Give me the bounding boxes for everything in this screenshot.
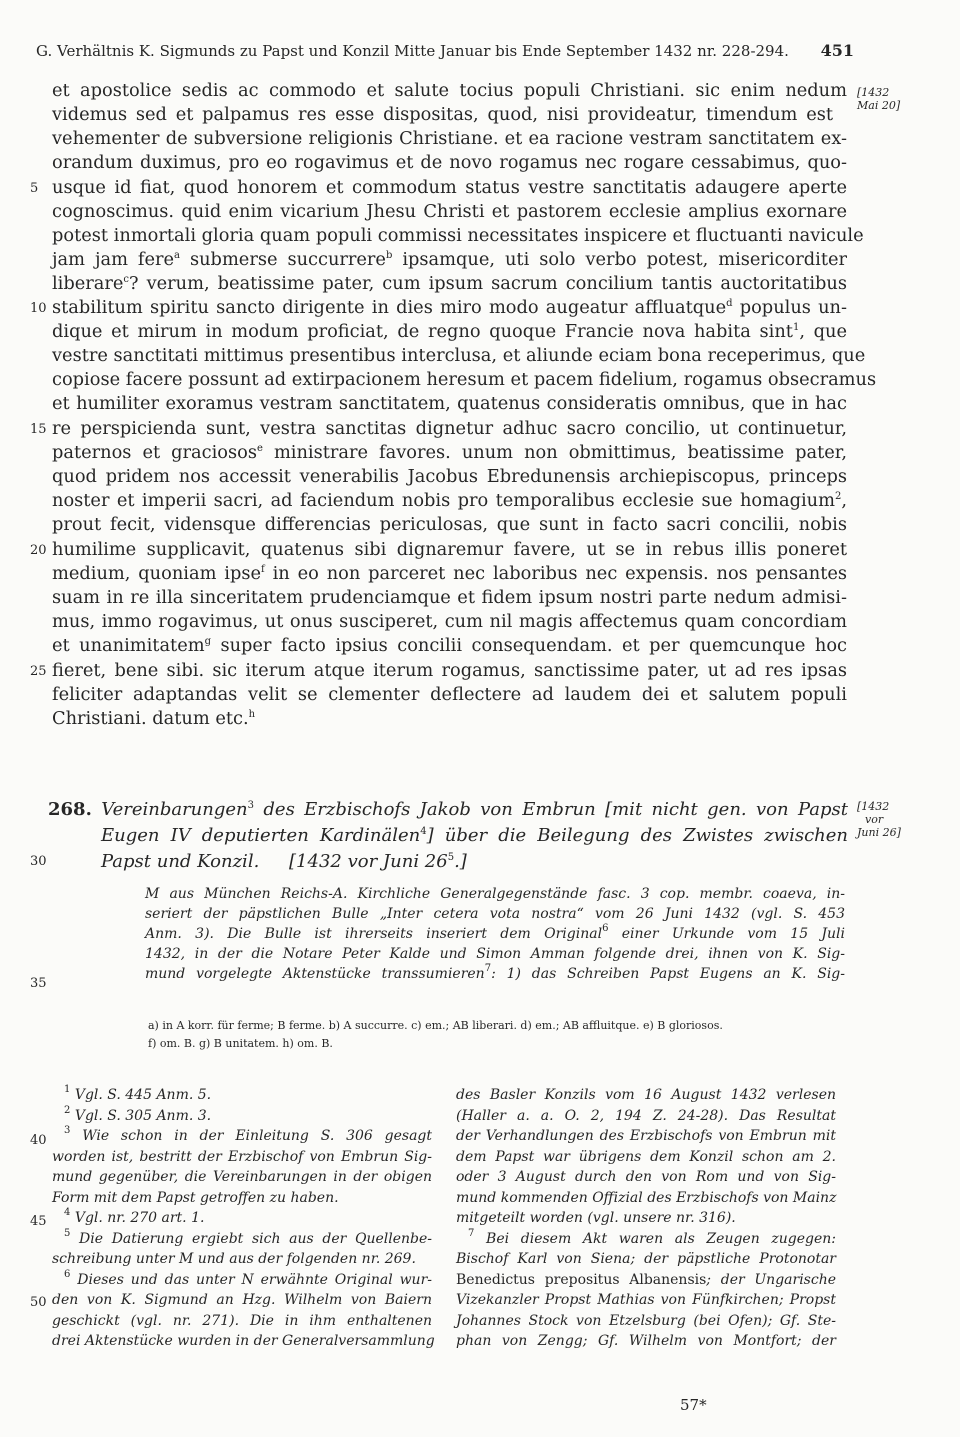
footnote-continuation: Benedictus prepositus Albanensis; der Ungarische [456,1271,836,1288]
footnote-continuation: oder 3 August durch den von Rom und von Sig- [456,1169,836,1185]
footnote-ref: 1 [792,322,800,333]
doc-number: 268. [48,799,92,820]
footnote: $^4$ Vgl. nr. 270 art. 1. [64,1207,205,1226]
body-line: suam in re illa sinceritatem prudenciamque et fidem ipsum nostri parte nedum admisi- [52,587,847,608]
source-line: mund vorgelegte Aktenstücke transsumieren$^7$: 1) das Schreiben Papst Eugens an K. Sig- [145,963,845,982]
footnote-ref: 4 [420,826,427,837]
body-line: vestre sanctitati mittimus presentibus interclusa, et aliunde eciam bona receperimus, que [52,345,866,366]
line-number: 50 [30,1295,47,1310]
footnote-continuation: mund gegenüber, die Vereinbarungen in der obigen [52,1169,432,1185]
body-line: orandum duximus, pro eo rogavimus et de novo rogamus nec rogare cessabimus, quo- [52,152,847,173]
footnote: $^3$ Wie schon in der Einleitung S. 306 gesagt [64,1125,432,1144]
body-line: medium, quoniam ipse$^f$ in eo non parceret nec laboribus nec expensis. nos pensantes [52,563,847,584]
body-line: mus, immo rogavimus, ut onus susciperet, cum nil magis affectemus quam concordiam [52,611,847,632]
running-header [36,40,854,62]
body-line: noster et imperii sacri, ad faciendum nobis pro temporalibus ecclesie sue homagium$^2$, [52,490,847,511]
doc-268-heading-line-1: 268. Vereinbarungen$^3$ des Erzbischofs Jakob von Embrun [mit nicht gen. von Papst [48,799,848,820]
footnote-tail: ; der Ungarische [706,1271,836,1288]
footnote-continuation: (Haller a. a. O. 2, 194 Z. 24-28). Das Resultat [456,1107,836,1124]
footnote-continuation: des Basler Konzils vom 16 August 1432 verlesen [456,1087,836,1103]
body-line: et unanimitatem$^g$ super facto ipsius concilii consequendam. et per quemcunque hoc [52,635,847,656]
line-number: 25 [30,664,47,679]
footnote-continuation: den von K. Sigmund an Hzg. Wilhelm von Baiern [52,1292,432,1308]
body-line: copiose facere possunt ad extirpacionem heresum et pacem fidelium, rogamus obsecramus [52,369,877,390]
footnote-continuation: dem Papst war übrigens dem Konzil schon am 2. [456,1148,836,1165]
footnote-continuation: der Verhandlungen des Erzbischofs von Embrun mit [456,1128,836,1144]
footnote: $^7$ Bei diesem Akt waren als Zeugen zugegen: [468,1227,837,1247]
footnote: $^2$ Vgl. S. 305 Anm. 3. [64,1104,212,1124]
body-line: et humiliter exoramus vestram sanctitatem, quatenus consideratis omnibus, que in hac [52,393,847,414]
footnote-continuation: Vizekanzler Propst Mathias von Fünfkirchen; Propst [456,1292,836,1308]
footnote-continuation: Bischof Karl von Siena; der päpstliche Protonotar [456,1251,836,1267]
footnote-ref: 2 [834,491,842,502]
footnote-continuation: geschickt (vgl. nr. 271). Die in ihm enthaltenen [52,1312,432,1329]
body-line: vehementer de subversione religionis Christiane. et ea racione vestram sanctitatem ex- [52,128,847,149]
doc-268-heading-line-2: Eugen IV deputierten Kardinälen$^4$] über die Beilegung des Zwistes zwischen [101,825,848,846]
source-line: M aus München Reichs-A. Kirchliche Generalgegenstände fasc. 3 cop. membr. coaeva, in- [145,886,845,902]
body-line: videmus sed et palpamus res esse dispositas, quod, nisi provideatur, timendum est [52,104,833,125]
body-line: re perspicienda sunt, vestra sanctitas dignetur adhuc sacro concilio, ut continuetur, [52,418,847,439]
body-line: usque id fiat, quod honorem et commodum status vestre sanctitatis adaugere aperte [52,177,847,198]
running-title: G. Verhältnis K. Sigmunds zu Papst und Konzil Mitte Januar bis Ende September 1432 nr. 228-294. [36,42,789,60]
body-line: stabilitum spiritu sancto dirigente in dies miro modo augeatur affluatque$^d$ populus un- [52,297,848,318]
body-line: prout fecit, vidensque differencias periculosas, que sunt in facto sacri concilii, nobis [52,514,847,535]
footnote-ref: 5 [447,852,455,863]
apparatus-mark: h [248,709,256,720]
body-line: dique et mirum in modum proficiat, de regno quoque Francie nova habita sint$^1$, que [52,321,847,342]
body-line: feliciter adaptandas velit se clementer deflectere ad laudem dei et salutem populi [52,684,847,705]
apparatus-mark: g [204,636,211,647]
line-number: 10 [30,301,47,316]
apparatus-mark: e [256,443,263,454]
footnote-continuation: Form mit dem Papst getroffen zu haben. [52,1189,339,1206]
variant-apparatus-line: f) om. B. g) B unitatem. h) om. B. [148,1037,333,1050]
source-line: 1432, in der die Notare Peter Kalde und Simon Amman folgende drei, ihnen von K. Sig- [145,946,845,962]
body-line: potest inmortali gloria quam populi commissi necessitates inspicere et fluctuanti navicule [52,225,864,246]
line-number: 15 [30,422,47,437]
variant-apparatus-line: a) in A korr. für ferme; B ferme. b) A succurre. c) em.; AB liberari. d) em.; AB affluitque. e) B gloriosos. [148,1019,723,1032]
footnote-continuation: mitgeteilt worden (vgl. unsere nr. 316). [456,1210,736,1226]
footnote: $^5$ Die Datierung ergiebt sich aus der Quellenbe- [64,1227,432,1247]
body-line: jam jam fere$^a$ submerse succurrere$^b$ ipsamque, uti solo verbo potest, misericorditer [52,249,848,270]
apparatus-mark: b [385,250,393,261]
body-line: Christiani. datum etc.$^h$ [52,708,256,729]
body-line: fieret, bene sibi. sic iterum atque iterum rogamus, sanctissime pater, ut ad res ipsas [52,660,847,681]
footnote-continuation: mund kommenden Offizial des Erzbischofs von Mainz [456,1189,837,1206]
body-line: paternos et graciosos$^e$ ministrare favores. unum non obmittimus, beatissime pater, [52,442,848,463]
line-number: 35 [30,976,47,991]
body-line: quod pridem nos accessit venerabilis Jacobus Ebredunensis archiepiscopus, princeps [52,466,847,487]
apparatus-mark: a [174,250,180,261]
line-number: 40 [30,1133,47,1148]
body-line: liberare$^c$? verum, beatissime pater, cum ipsum sacrum concilium tantis auctoritatibus [52,273,847,294]
margin-date-note-268: [1432 vor Juni 26] [857,800,901,839]
apparatus-mark: d [726,298,733,309]
source-line: Anm. 3). Die Bulle ist ihrerseits inseriert dem Original$^6$ einer Urkunde vom 15 Juli [145,923,846,942]
signature-mark: 57* [680,1396,707,1414]
footnote: $^1$ Vgl. S. 445 Anm. 5. [64,1084,212,1103]
apparatus-mark: c [123,274,130,285]
apparatus-mark: f [261,564,265,575]
source-line: seriert der päpstlichen Bulle „Inter cetera vota nostra“ vom 26 Juni 1432 (vgl. S. 453 [145,906,845,922]
footnote-continuation: schreibung unter M und aus der folgenden nr. 269. [52,1251,416,1267]
footnote-continuation: worden ist, bestritt der Erzbischof von Embrun Sig- [52,1148,432,1165]
page-number: 451 [820,41,854,60]
footnote: $^6$ Dieses und das unter N erwähnte Original wur- [64,1268,432,1288]
footnote-continuation: Johannes Stock von Etzelsburg (bei Ofen); Gf. Ste- [456,1312,836,1329]
body-line: humilime supplicavit, quatenus sibi dignaremur favere, ut se in rebus illis poneret [52,539,847,560]
footnote-ref: 3 [247,800,255,811]
line-number: 30 [30,854,47,869]
body-line: et apostolice sedis ac commodo et salute tocius populi Christiani. sic enim nedum [52,80,847,101]
body-line: cognoscimus. quid enim vicarium Jhesu Christi et pastorem ecclesie amplius exornare [52,201,847,222]
line-number: 5 [30,181,39,196]
footnote-continuation: phan von Zengg; Gf. Wilhelm von Montfort; der [456,1333,836,1349]
line-number: 20 [30,543,47,558]
footnotes-left-column [52,1084,435,1352]
line-number: 45 [30,1214,47,1229]
footnote-continuation: drei Aktenstücke wurden in der Generalversammlung [52,1333,435,1349]
margin-date-note: [1432 Mai 20] [857,86,901,112]
doc-268-heading-line-3: Papst und Konzil. [1432 vor Juni $26^5$.] [101,851,467,872]
footnotes-right-column [456,1085,836,1352]
